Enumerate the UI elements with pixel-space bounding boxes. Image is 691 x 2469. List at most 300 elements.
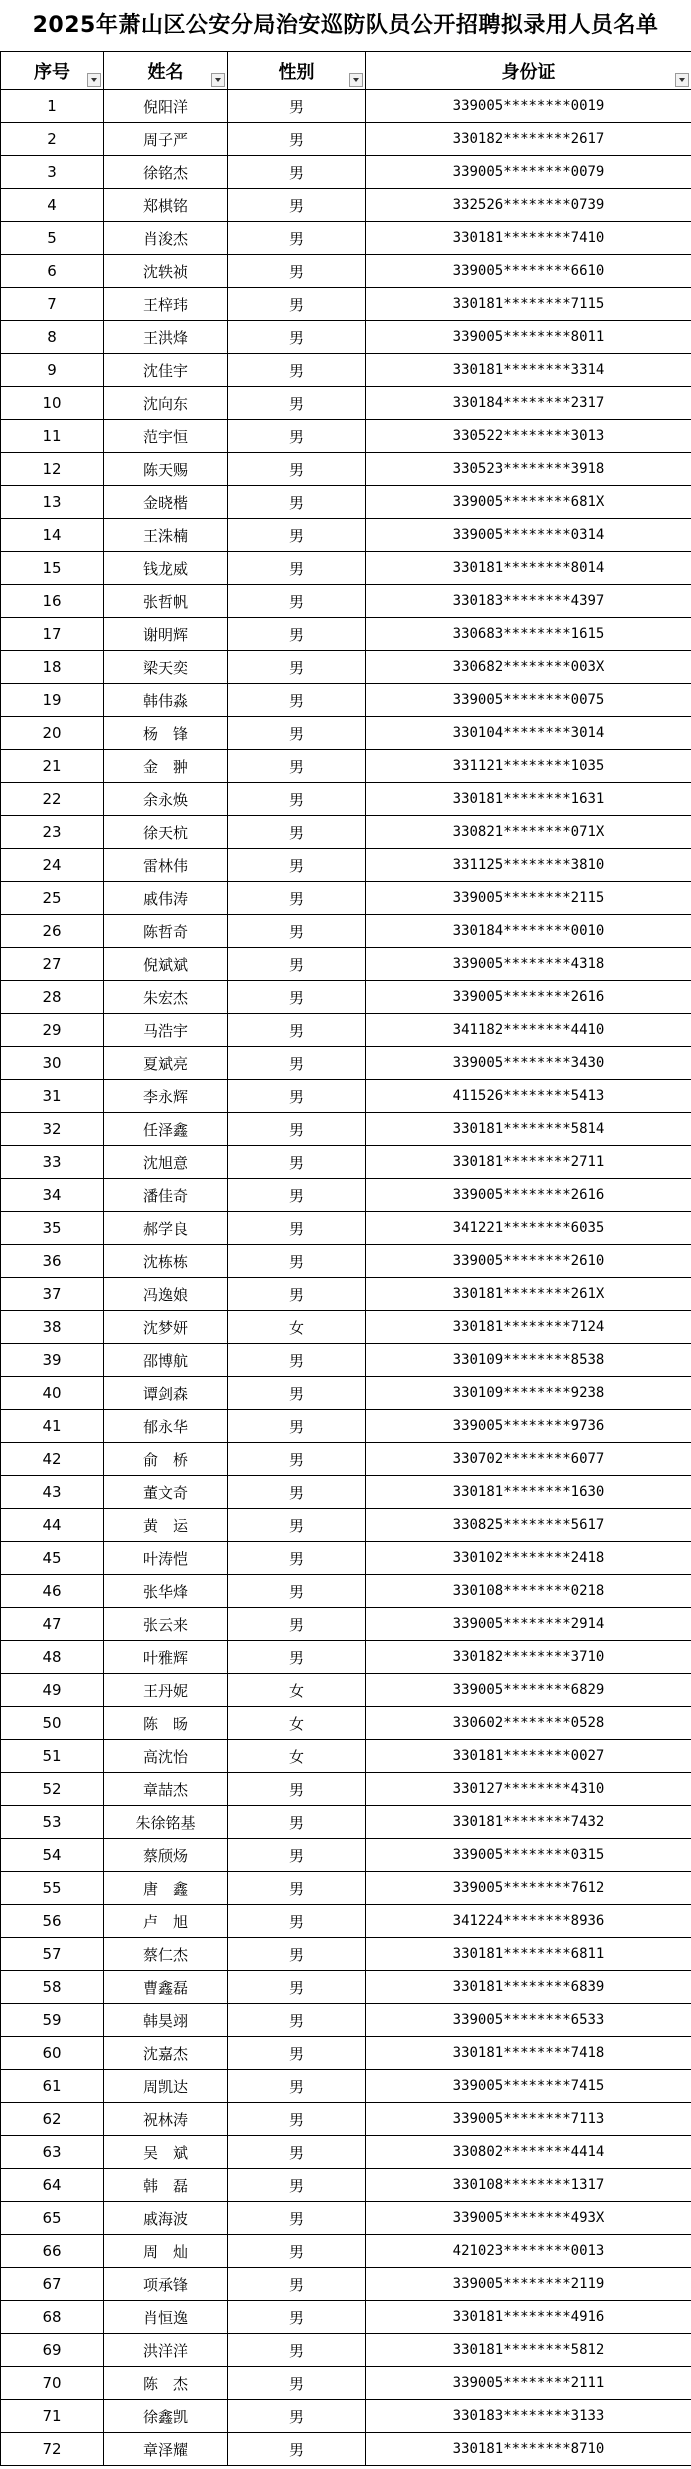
- cell-gender: 男: [228, 2070, 366, 2103]
- cell-index: 26: [1, 915, 104, 948]
- cell-index: 24: [1, 849, 104, 882]
- cell-gender: 男: [228, 1014, 366, 1047]
- cell-name: 叶雅辉: [104, 1641, 228, 1674]
- cell-id-number: 330181********1630: [366, 1476, 691, 1509]
- cell-index: 13: [1, 486, 104, 519]
- cell-id-number: 339005********7612: [366, 1872, 691, 1905]
- cell-gender: 男: [228, 2301, 366, 2334]
- table-row: [1, 156, 691, 189]
- cell-gender: 男: [228, 156, 366, 189]
- cell-index: 36: [1, 1245, 104, 1278]
- cell-index: 66: [1, 2235, 104, 2268]
- cell-name: 俞 桥: [104, 1443, 228, 1476]
- cell-index: 21: [1, 750, 104, 783]
- cell-name: 高沈怡: [104, 1740, 228, 1773]
- cell-gender: 男: [228, 684, 366, 717]
- cell-index: 32: [1, 1113, 104, 1146]
- cell-gender: 女: [228, 1707, 366, 1740]
- cell-index: 4: [1, 189, 104, 222]
- cell-name: 沈旭意: [104, 1146, 228, 1179]
- cell-id-number: 330184********0010: [366, 915, 691, 948]
- cell-name: 谢明辉: [104, 618, 228, 651]
- table-row: [1, 1080, 691, 1113]
- cell-name: 余永焕: [104, 783, 228, 816]
- table-row: [1, 90, 691, 123]
- cell-gender: 男: [228, 783, 366, 816]
- cell-name: 徐鑫凯: [104, 2400, 228, 2433]
- cell-id-number: 330181********7432: [366, 1806, 691, 1839]
- cell-gender: 男: [228, 1839, 366, 1872]
- cell-id-number: 330181********7418: [366, 2037, 691, 2070]
- cell-name: 郝学良: [104, 1212, 228, 1245]
- cell-index: 51: [1, 1740, 104, 1773]
- table-row: [1, 1806, 691, 1839]
- cell-id-number: 330181********8014: [366, 552, 691, 585]
- cell-id-number: 339005********2610: [366, 1245, 691, 1278]
- table-row: [1, 1872, 691, 1905]
- table-row: [1, 1410, 691, 1443]
- cell-index: 72: [1, 2433, 104, 2466]
- table-row: [1, 915, 691, 948]
- cell-id-number: 339005********2119: [366, 2268, 691, 2301]
- cell-index: 62: [1, 2103, 104, 2136]
- cell-name: 周 灿: [104, 2235, 228, 2268]
- table-row: [1, 1740, 691, 1773]
- cell-name: 王洙楠: [104, 519, 228, 552]
- cell-id-number: 330181********4916: [366, 2301, 691, 2334]
- cell-index: 68: [1, 2301, 104, 2334]
- cell-id-number: 330108********0218: [366, 1575, 691, 1608]
- table-row: [1, 2367, 691, 2400]
- cell-id-number: 339005********2914: [366, 1608, 691, 1641]
- cell-index: 47: [1, 1608, 104, 1641]
- table-row: [1, 2433, 691, 2466]
- cell-name: 潘佳奇: [104, 1179, 228, 1212]
- column-header-label: 身份证: [501, 61, 556, 83]
- cell-id-number: 339005********2616: [366, 1179, 691, 1212]
- cell-id-number: 330181********6839: [366, 1971, 691, 2004]
- cell-gender: 女: [228, 1740, 366, 1773]
- cell-id-number: 339005********7415: [366, 2070, 691, 2103]
- column-header-id: [366, 52, 691, 90]
- cell-gender: 男: [228, 849, 366, 882]
- cell-id-number: 341224********8936: [366, 1905, 691, 1938]
- cell-name: 肖浚杰: [104, 222, 228, 255]
- cell-index: 12: [1, 453, 104, 486]
- cell-gender: 男: [228, 1938, 366, 1971]
- cell-gender: 女: [228, 1674, 366, 1707]
- cell-name: 周子严: [104, 123, 228, 156]
- cell-name: 沈嘉杰: [104, 2037, 228, 2070]
- table-row: [1, 816, 691, 849]
- cell-index: 71: [1, 2400, 104, 2433]
- cell-id-number: 339005********6533: [366, 2004, 691, 2037]
- cell-index: 61: [1, 2070, 104, 2103]
- cell-id-number: 330102********2418: [366, 1542, 691, 1575]
- cell-gender: 男: [228, 519, 366, 552]
- cell-index: 29: [1, 1014, 104, 1047]
- cell-index: 60: [1, 2037, 104, 2070]
- table-row: [1, 1509, 691, 1542]
- cell-id-number: 330522********3013: [366, 420, 691, 453]
- cell-index: 14: [1, 519, 104, 552]
- table-row: [1, 123, 691, 156]
- table-row: [1, 882, 691, 915]
- cell-index: 40: [1, 1377, 104, 1410]
- cell-name: 张云来: [104, 1608, 228, 1641]
- cell-gender: 男: [228, 1476, 366, 1509]
- cell-id-number: 330821********071X: [366, 816, 691, 849]
- table-row: [1, 2301, 691, 2334]
- column-header-gender: [228, 52, 366, 90]
- table-row: [1, 552, 691, 585]
- table-row: [1, 1707, 691, 1740]
- cell-index: 33: [1, 1146, 104, 1179]
- cell-name: 曹鑫磊: [104, 1971, 228, 2004]
- header-row: [1, 52, 691, 90]
- cell-gender: 男: [228, 1575, 366, 1608]
- table-row: [1, 288, 691, 321]
- cell-index: 10: [1, 387, 104, 420]
- cell-index: 49: [1, 1674, 104, 1707]
- cell-gender: 女: [228, 1311, 366, 1344]
- cell-name: 章喆杰: [104, 1773, 228, 1806]
- cell-name: 谭剑森: [104, 1377, 228, 1410]
- table-row: [1, 2136, 691, 2169]
- cell-id-number: 330182********2617: [366, 123, 691, 156]
- cell-id-number: 339005********681X: [366, 486, 691, 519]
- cell-index: 28: [1, 981, 104, 1014]
- cell-id-number: 341182********4410: [366, 1014, 691, 1047]
- cell-gender: 男: [228, 453, 366, 486]
- cell-gender: 男: [228, 255, 366, 288]
- cell-id-number: 330184********2317: [366, 387, 691, 420]
- cell-index: 57: [1, 1938, 104, 1971]
- cell-index: 65: [1, 2202, 104, 2235]
- cell-name: 卢 旭: [104, 1905, 228, 1938]
- table-row: [1, 849, 691, 882]
- cell-name: 陈 旸: [104, 1707, 228, 1740]
- cell-id-number: 330181********8710: [366, 2433, 691, 2466]
- cell-gender: 男: [228, 123, 366, 156]
- cell-index: 50: [1, 1707, 104, 1740]
- table-row: [1, 321, 691, 354]
- cell-index: 16: [1, 585, 104, 618]
- table-row: [1, 1608, 691, 1641]
- cell-name: 项承锋: [104, 2268, 228, 2301]
- cell-id-number: 411526********5413: [366, 1080, 691, 1113]
- cell-index: 3: [1, 156, 104, 189]
- table-row: [1, 486, 691, 519]
- cell-id-number: 339005********2115: [366, 882, 691, 915]
- cell-id-number: 330181********2711: [366, 1146, 691, 1179]
- cell-gender: 男: [228, 2367, 366, 2400]
- cell-name: 徐天杭: [104, 816, 228, 849]
- cell-gender: 男: [228, 882, 366, 915]
- cell-index: 1: [1, 90, 104, 123]
- table-row: [1, 948, 691, 981]
- cell-gender: 男: [228, 585, 366, 618]
- cell-name: 蔡颀炀: [104, 1839, 228, 1872]
- cell-id-number: 330181********6811: [366, 1938, 691, 1971]
- cell-index: 54: [1, 1839, 104, 1872]
- cell-gender: 男: [228, 2103, 366, 2136]
- cell-gender: 男: [228, 2202, 366, 2235]
- cell-id-number: 330109********9238: [366, 1377, 691, 1410]
- cell-id-number: 330683********1615: [366, 618, 691, 651]
- cell-id-number: 330682********003X: [366, 651, 691, 684]
- cell-index: 41: [1, 1410, 104, 1443]
- table-row: [1, 1245, 691, 1278]
- cell-name: 倪阳洋: [104, 90, 228, 123]
- cell-index: 17: [1, 618, 104, 651]
- cell-id-number: 330181********5812: [366, 2334, 691, 2367]
- cell-id-number: 330183********3133: [366, 2400, 691, 2433]
- table-row: [1, 1113, 691, 1146]
- table-row: [1, 1641, 691, 1674]
- cell-gender: 男: [228, 1542, 366, 1575]
- table-row: [1, 519, 691, 552]
- cell-id-number: 330181********5814: [366, 1113, 691, 1146]
- cell-name: 夏斌亮: [104, 1047, 228, 1080]
- cell-name: 金晓楷: [104, 486, 228, 519]
- filter-dropdown-icon[interactable]: [211, 73, 225, 87]
- cell-gender: 男: [228, 189, 366, 222]
- table-row: [1, 783, 691, 816]
- table-row: [1, 2070, 691, 2103]
- table-row: [1, 2169, 691, 2202]
- cell-name: 梁天奕: [104, 651, 228, 684]
- table-row: [1, 354, 691, 387]
- cell-name: 陈哲奇: [104, 915, 228, 948]
- cell-name: 杨 锋: [104, 717, 228, 750]
- cell-id-number: 421023********0013: [366, 2235, 691, 2268]
- filter-dropdown-icon[interactable]: [349, 73, 363, 87]
- cell-gender: 男: [228, 1608, 366, 1641]
- table-row: [1, 2235, 691, 2268]
- cell-index: 35: [1, 1212, 104, 1245]
- filter-dropdown-icon[interactable]: [675, 73, 689, 87]
- cell-index: 38: [1, 1311, 104, 1344]
- cell-name: 沈向东: [104, 387, 228, 420]
- cell-gender: 男: [228, 981, 366, 1014]
- cell-name: 郁永华: [104, 1410, 228, 1443]
- cell-id-number: 330181********1631: [366, 783, 691, 816]
- cell-name: 任泽鑫: [104, 1113, 228, 1146]
- table-row: [1, 2103, 691, 2136]
- cell-index: 30: [1, 1047, 104, 1080]
- cell-index: 46: [1, 1575, 104, 1608]
- cell-index: 7: [1, 288, 104, 321]
- cell-index: 52: [1, 1773, 104, 1806]
- cell-name: 章泽耀: [104, 2433, 228, 2466]
- cell-gender: 男: [228, 222, 366, 255]
- cell-id-number: 330108********1317: [366, 2169, 691, 2202]
- cell-name: 唐 鑫: [104, 1872, 228, 1905]
- cell-id-number: 330181********7115: [366, 288, 691, 321]
- table-row: [1, 2202, 691, 2235]
- cell-name: 韩 磊: [104, 2169, 228, 2202]
- cell-gender: 男: [228, 2037, 366, 2070]
- cell-id-number: 330825********5617: [366, 1509, 691, 1542]
- cell-index: 15: [1, 552, 104, 585]
- cell-gender: 男: [228, 321, 366, 354]
- cell-index: 45: [1, 1542, 104, 1575]
- cell-name: 周凯达: [104, 2070, 228, 2103]
- cell-gender: 男: [228, 1410, 366, 1443]
- table-row: [1, 1311, 691, 1344]
- cell-id-number: 339005********9736: [366, 1410, 691, 1443]
- cell-index: 2: [1, 123, 104, 156]
- cell-id-number: 331121********1035: [366, 750, 691, 783]
- cell-id-number: 330181********0027: [366, 1740, 691, 1773]
- table-row: [1, 1278, 691, 1311]
- column-header-label: 姓名: [147, 61, 184, 83]
- cell-name: 金 翀: [104, 750, 228, 783]
- cell-id-number: 330602********0528: [366, 1707, 691, 1740]
- cell-index: 69: [1, 2334, 104, 2367]
- cell-name: 朱徐铭基: [104, 1806, 228, 1839]
- cell-id-number: 330104********3014: [366, 717, 691, 750]
- cell-name: 朱宏杰: [104, 981, 228, 1014]
- table-row: [1, 1179, 691, 1212]
- cell-name: 蔡仁杰: [104, 1938, 228, 1971]
- cell-gender: 男: [228, 2136, 366, 2169]
- cell-index: 34: [1, 1179, 104, 1212]
- column-header-name: [104, 52, 228, 90]
- cell-name: 邵博航: [104, 1344, 228, 1377]
- table-row: [1, 1971, 691, 2004]
- cell-gender: 男: [228, 1344, 366, 1377]
- cell-id-number: 330182********3710: [366, 1641, 691, 1674]
- table-row: [1, 1212, 691, 1245]
- table-row: [1, 255, 691, 288]
- table-row: [1, 717, 691, 750]
- table-row: [1, 2268, 691, 2301]
- cell-id-number: 330181********261X: [366, 1278, 691, 1311]
- cell-index: 19: [1, 684, 104, 717]
- cell-gender: 男: [228, 1245, 366, 1278]
- page-title: 2025年萧山区公安分局治安巡防队员公开招聘拟录用人员名单: [32, 13, 659, 38]
- filter-dropdown-icon[interactable]: [87, 73, 101, 87]
- table-row: [1, 1773, 691, 1806]
- cell-name: 董文奇: [104, 1476, 228, 1509]
- table-row: [1, 2334, 691, 2367]
- cell-name: 范宇恒: [104, 420, 228, 453]
- table-row: [1, 1014, 691, 1047]
- cell-gender: 男: [228, 420, 366, 453]
- cell-gender: 男: [228, 1806, 366, 1839]
- table-row: [1, 420, 691, 453]
- cell-index: 5: [1, 222, 104, 255]
- cell-gender: 男: [228, 2433, 366, 2466]
- cell-gender: 男: [228, 486, 366, 519]
- cell-index: 23: [1, 816, 104, 849]
- cell-gender: 男: [228, 1443, 366, 1476]
- cell-id-number: 330183********4397: [366, 585, 691, 618]
- cell-id-number: 339005********2111: [366, 2367, 691, 2400]
- cell-name: 叶涛恺: [104, 1542, 228, 1575]
- cell-gender: 男: [228, 1773, 366, 1806]
- table-row: [1, 1146, 691, 1179]
- cell-gender: 男: [228, 2235, 366, 2268]
- cell-name: 钱龙威: [104, 552, 228, 585]
- cell-name: 吴 斌: [104, 2136, 228, 2169]
- cell-gender: 男: [228, 2004, 366, 2037]
- cell-index: 63: [1, 2136, 104, 2169]
- cell-index: 43: [1, 1476, 104, 1509]
- cell-name: 肖恒逸: [104, 2301, 228, 2334]
- cell-index: 64: [1, 2169, 104, 2202]
- cell-id-number: 332526********0739: [366, 189, 691, 222]
- cell-id-number: 339005********6610: [366, 255, 691, 288]
- cell-gender: 男: [228, 1641, 366, 1674]
- cell-gender: 男: [228, 1047, 366, 1080]
- table-row: [1, 222, 691, 255]
- cell-gender: 男: [228, 90, 366, 123]
- cell-id-number: 339005********0315: [366, 1839, 691, 1872]
- table-row: [1, 189, 691, 222]
- cell-index: 20: [1, 717, 104, 750]
- cell-id-number: 339005********4318: [366, 948, 691, 981]
- cell-gender: 男: [228, 2334, 366, 2367]
- cell-name: 徐铭杰: [104, 156, 228, 189]
- cell-name: 戚海波: [104, 2202, 228, 2235]
- cell-id-number: 330181********7410: [366, 222, 691, 255]
- cell-name: 雷林伟: [104, 849, 228, 882]
- cell-index: 53: [1, 1806, 104, 1839]
- cell-gender: 男: [228, 717, 366, 750]
- cell-name: 祝林涛: [104, 2103, 228, 2136]
- table-row: [1, 1575, 691, 1608]
- cell-name: 沈栋栋: [104, 1245, 228, 1278]
- table-row: [1, 1476, 691, 1509]
- cell-name: 陈天赐: [104, 453, 228, 486]
- cell-id-number: 339005********0314: [366, 519, 691, 552]
- cell-name: 王梓玮: [104, 288, 228, 321]
- cell-name: 冯逸娘: [104, 1278, 228, 1311]
- cell-gender: 男: [228, 1377, 366, 1410]
- cell-index: 44: [1, 1509, 104, 1542]
- cell-name: 马浩宇: [104, 1014, 228, 1047]
- table-row: [1, 981, 691, 1014]
- table-row: [1, 2037, 691, 2070]
- cell-index: 42: [1, 1443, 104, 1476]
- cell-id-number: 330181********3314: [366, 354, 691, 387]
- table-row: [1, 1674, 691, 1707]
- cell-index: 39: [1, 1344, 104, 1377]
- cell-index: 67: [1, 2268, 104, 2301]
- table-row: [1, 618, 691, 651]
- cell-gender: 男: [228, 2400, 366, 2433]
- column-header-label: 性别: [278, 61, 315, 83]
- cell-name: 沈轶祯: [104, 255, 228, 288]
- cell-index: 22: [1, 783, 104, 816]
- cell-id-number: 339005********8011: [366, 321, 691, 354]
- cell-name: 戚伟涛: [104, 882, 228, 915]
- cell-gender: 男: [228, 1113, 366, 1146]
- cell-gender: 男: [228, 552, 366, 585]
- cell-id-number: 339005********2616: [366, 981, 691, 1014]
- cell-gender: 男: [228, 1872, 366, 1905]
- cell-name: 陈 杰: [104, 2367, 228, 2400]
- cell-gender: 男: [228, 288, 366, 321]
- cell-name: 韩伟淼: [104, 684, 228, 717]
- cell-gender: 男: [228, 618, 366, 651]
- cell-id-number: 339005********0075: [366, 684, 691, 717]
- table-row: [1, 453, 691, 486]
- cell-gender: 男: [228, 354, 366, 387]
